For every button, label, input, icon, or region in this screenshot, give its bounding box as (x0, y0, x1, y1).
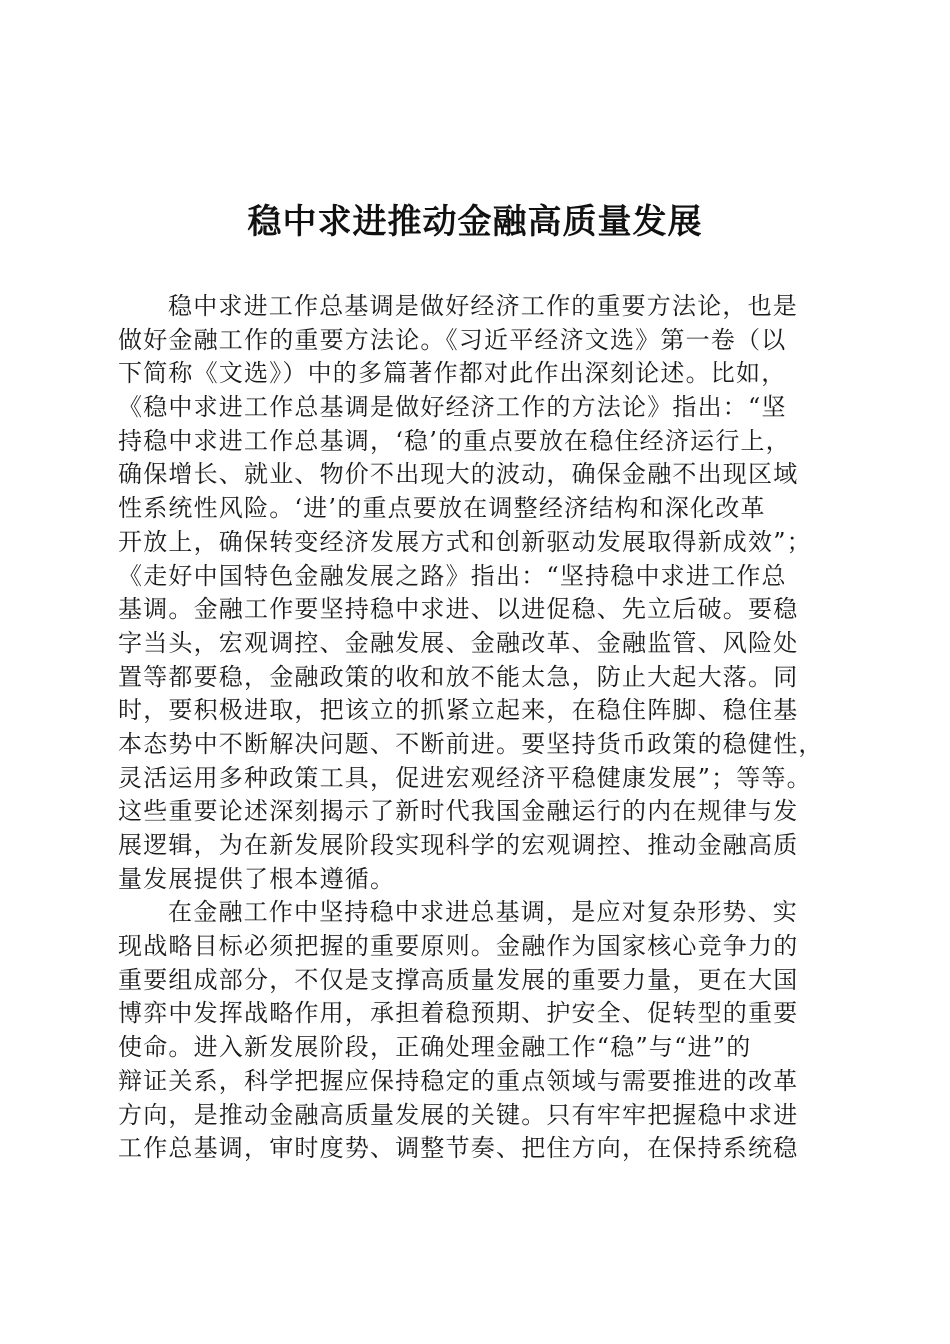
paragraph-line: 这些重要论述深刻揭示了新时代我国金融运行的内在规律与发 (118, 797, 799, 826)
paragraph-line: 现战略目标必须把握的重要原则。金融作为国家核心竞争力的 (118, 932, 799, 961)
paragraph-line: 使命。进入新发展阶段，正确处理金融工作“稳”与“进”的 (118, 1033, 752, 1062)
paragraph-line: 《走好中国特色金融发展之路》指出：“坚持稳中求进工作总 (118, 561, 787, 590)
paragraph-line: 做好金融工作的重要方法论。《习近平经济文选》第一卷（以 (118, 325, 787, 354)
paragraph-line: 博弈中发挥战略作用，承担着稳预期、护安全、促转型的重要 (118, 999, 799, 1028)
paragraph-line: 方向，是推动金融高质量发展的关键。只有牢牢把握稳中求进 (118, 1100, 799, 1129)
paragraph-line: 开放上，确保转变经济发展方式和创新驱动发展取得新成效”； (118, 527, 812, 556)
paragraph-line: 重要组成部分，不仅是支撑高质量发展的重要力量，更在大国 (118, 965, 799, 994)
paragraph-line: 置等都要稳，金融政策的收和放不能太急，防止大起大落。同 (118, 662, 799, 691)
document-title: 稳中求进推动金融高质量发展 (247, 202, 703, 242)
paragraph-line: 灵活运用多种政策工具，促进宏观经济平稳健康发展”；等等。 (118, 763, 812, 792)
paragraph-line: 字当头，宏观调控、金融发展、金融改革、金融监管、风险处 (118, 628, 799, 657)
paragraph-line: 基调。金融工作要坚持稳中求进、以进促稳、先立后破。要稳 (118, 595, 799, 624)
paragraph-line: 在金融工作中坚持稳中求进总基调，是应对复杂形势、实 (168, 898, 798, 927)
paragraph-line: 本态势中不断解决问题、不断前进。要坚持货币政策的稳健性， (118, 729, 824, 758)
paragraph-1 (118, 290, 830, 896)
paragraph-line: 《稳中求进工作总基调是做好经济工作的方法论》指出：“坚 (118, 393, 787, 422)
paragraph-line: 展逻辑，为在新发展阶段实现科学的宏观调控、推动金融高质 (118, 831, 799, 859)
paragraph-line: 确保增长、就业、物价不出现大的波动，确保金融不出现区域 (118, 460, 799, 489)
paragraph-line: 量发展提供了根本遵循。 (118, 864, 396, 893)
paragraph-line: 辩证关系，科学把握应保持稳定的重点领域与需要推进的改革 (118, 1066, 799, 1095)
paragraph-2 (118, 896, 830, 1166)
paragraph-line: 工作总基调，审时度势、调整节奏、把住方向，在保持系统稳 (118, 1134, 799, 1163)
paragraph-line: 性系统性风险。‘进’的重点要放在调整经济结构和深化改革 (118, 494, 766, 523)
paragraph-line: 下简称《文选》）中的多篇著作都对此作出深刻论述。比如， (118, 359, 787, 388)
paragraph-line: 持稳中求进工作总基调，‘稳’的重点要放在稳住经济运行上， (118, 426, 791, 455)
paragraph-line: 时，要积极进取，把该立的抓紧立起来，在稳住阵脚、稳住基 (118, 696, 799, 725)
document-body (118, 290, 830, 1166)
paragraph-line: 稳中求进工作总基调是做好经济工作的重要方法论，也是 (168, 292, 798, 320)
